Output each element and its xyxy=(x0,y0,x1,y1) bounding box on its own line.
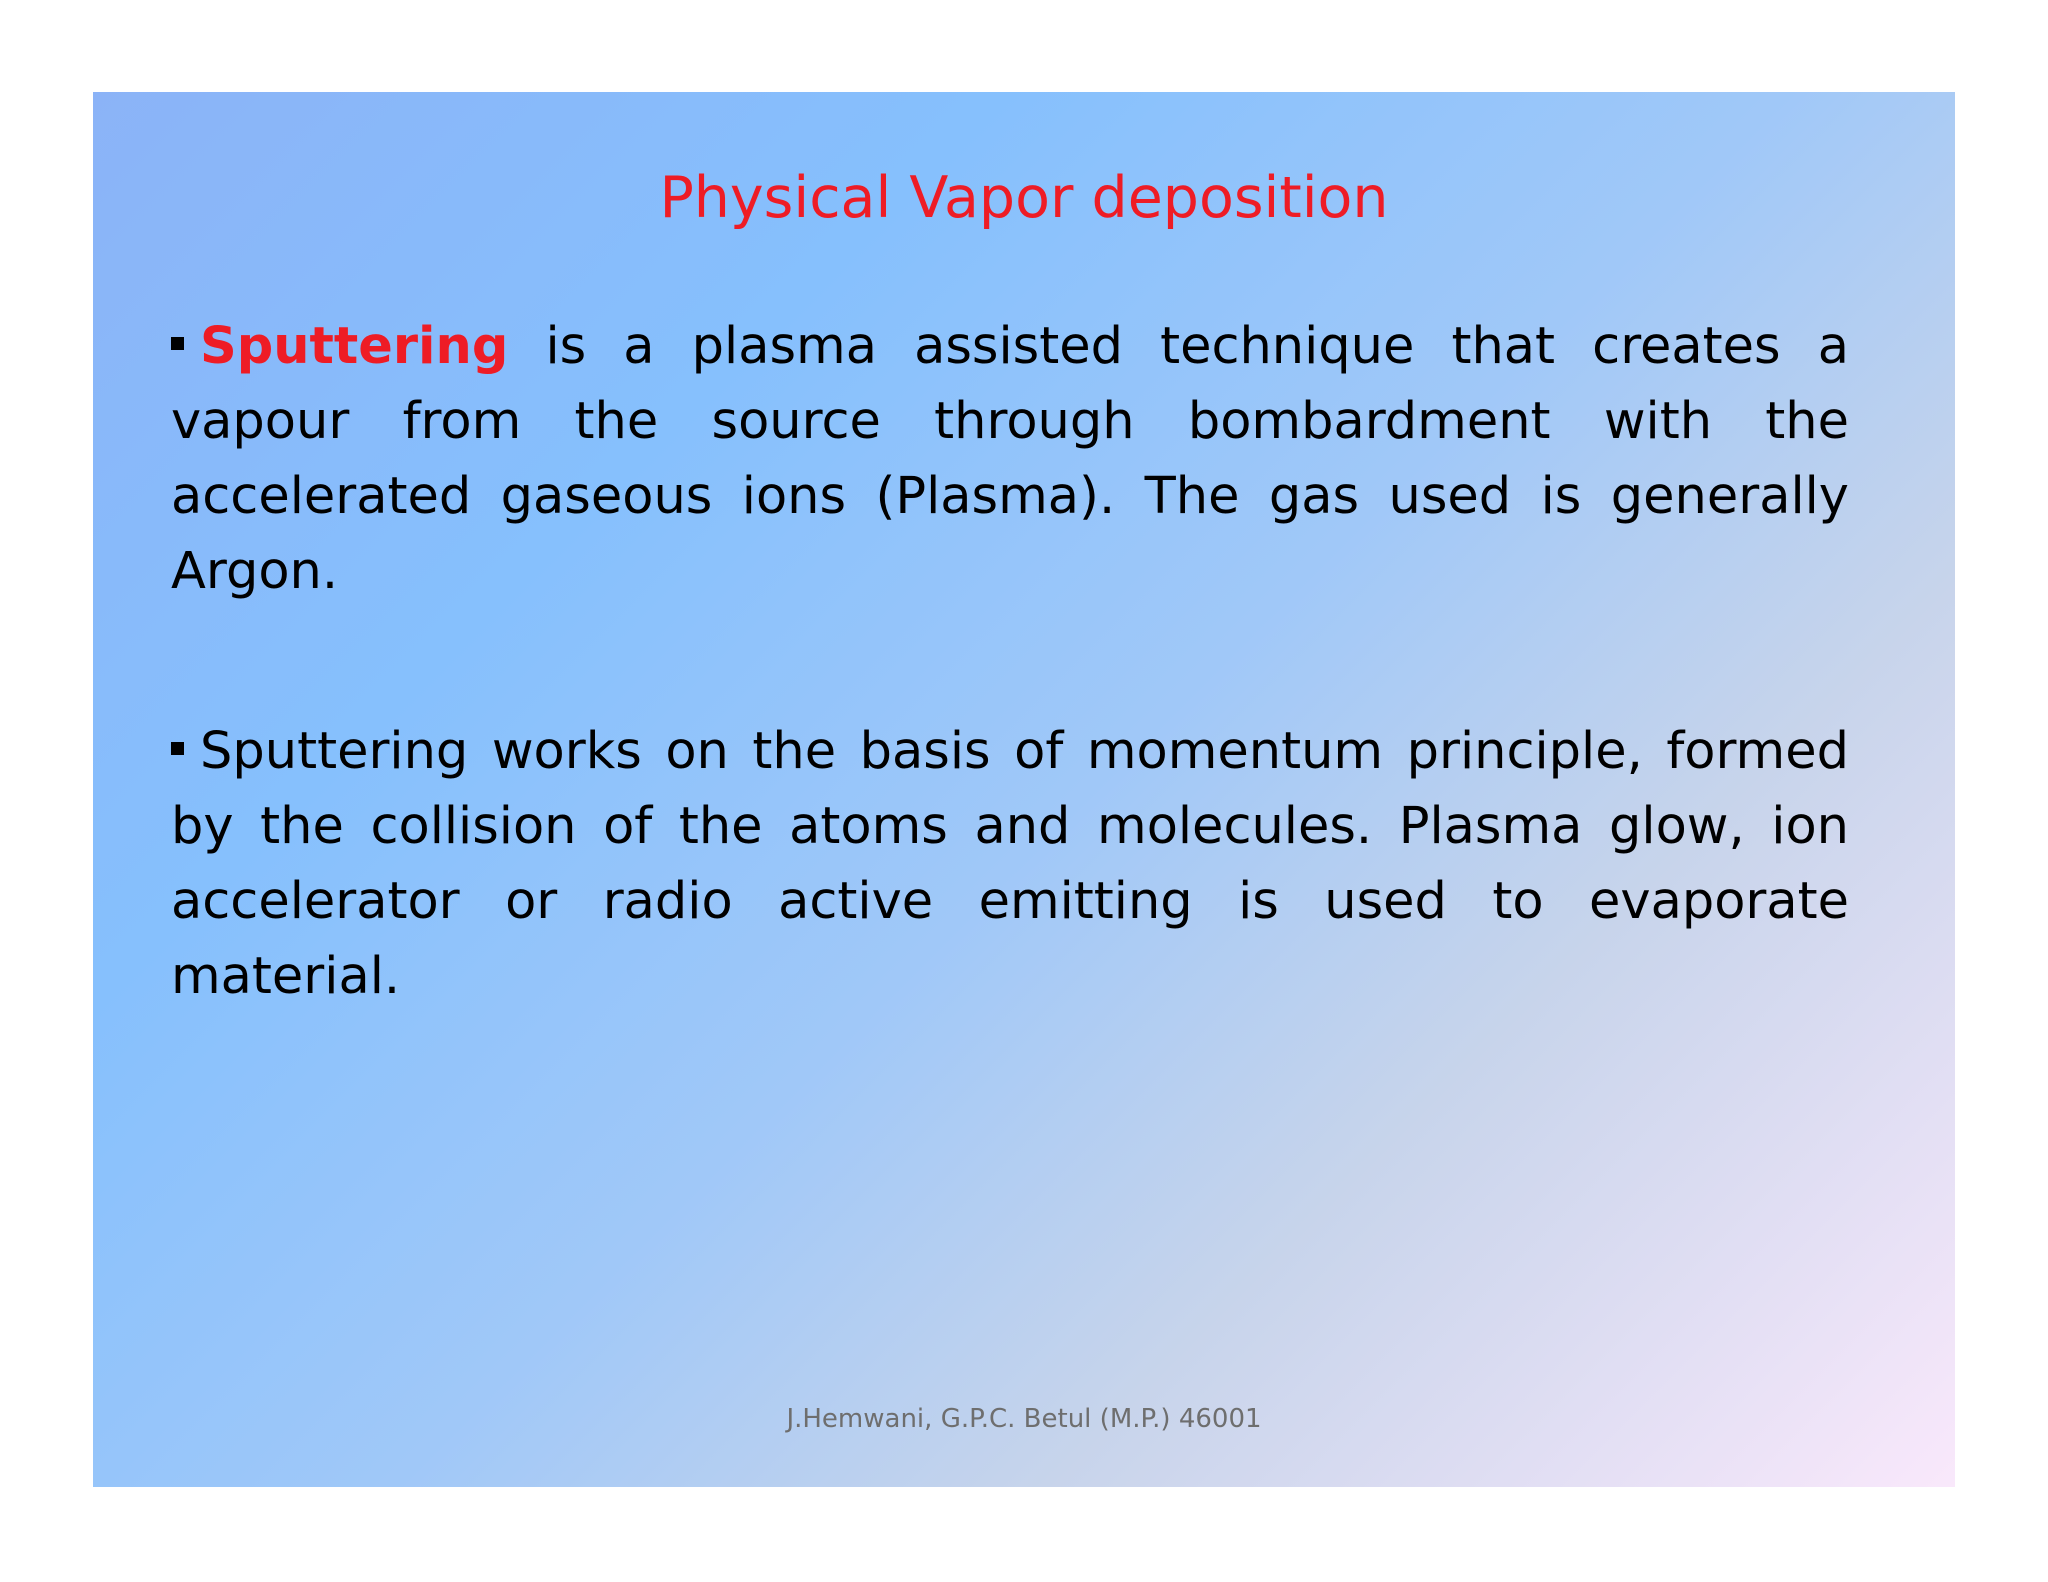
bullet-text: is a plasma assisted technique that creates a vapour from the source through bombardment with the accelerated gaseous ions (Plasma). The gas used is generally Argon. xyxy=(171,317,1849,601)
slide-footer: J.Hemwani, G.P.C. Betul (M.P.) 46001 xyxy=(786,1404,1262,1434)
slide xyxy=(93,92,1955,1487)
slide-title: Physical Vapor deposition xyxy=(659,165,1389,231)
bullet-keyword: Sputtering xyxy=(200,317,509,376)
bullet-text: Sputtering works on the basis of momentum principle, formed by the collision of the atoms and molecules. Plasma glow, ion accelerator or radio active emitting is used to evaporate material. xyxy=(171,722,1849,1006)
square-bullet-icon xyxy=(171,742,184,755)
square-bullet-icon xyxy=(171,337,184,350)
bullet-point-1 xyxy=(171,309,1849,609)
bullet-point-2 xyxy=(171,714,1849,1014)
